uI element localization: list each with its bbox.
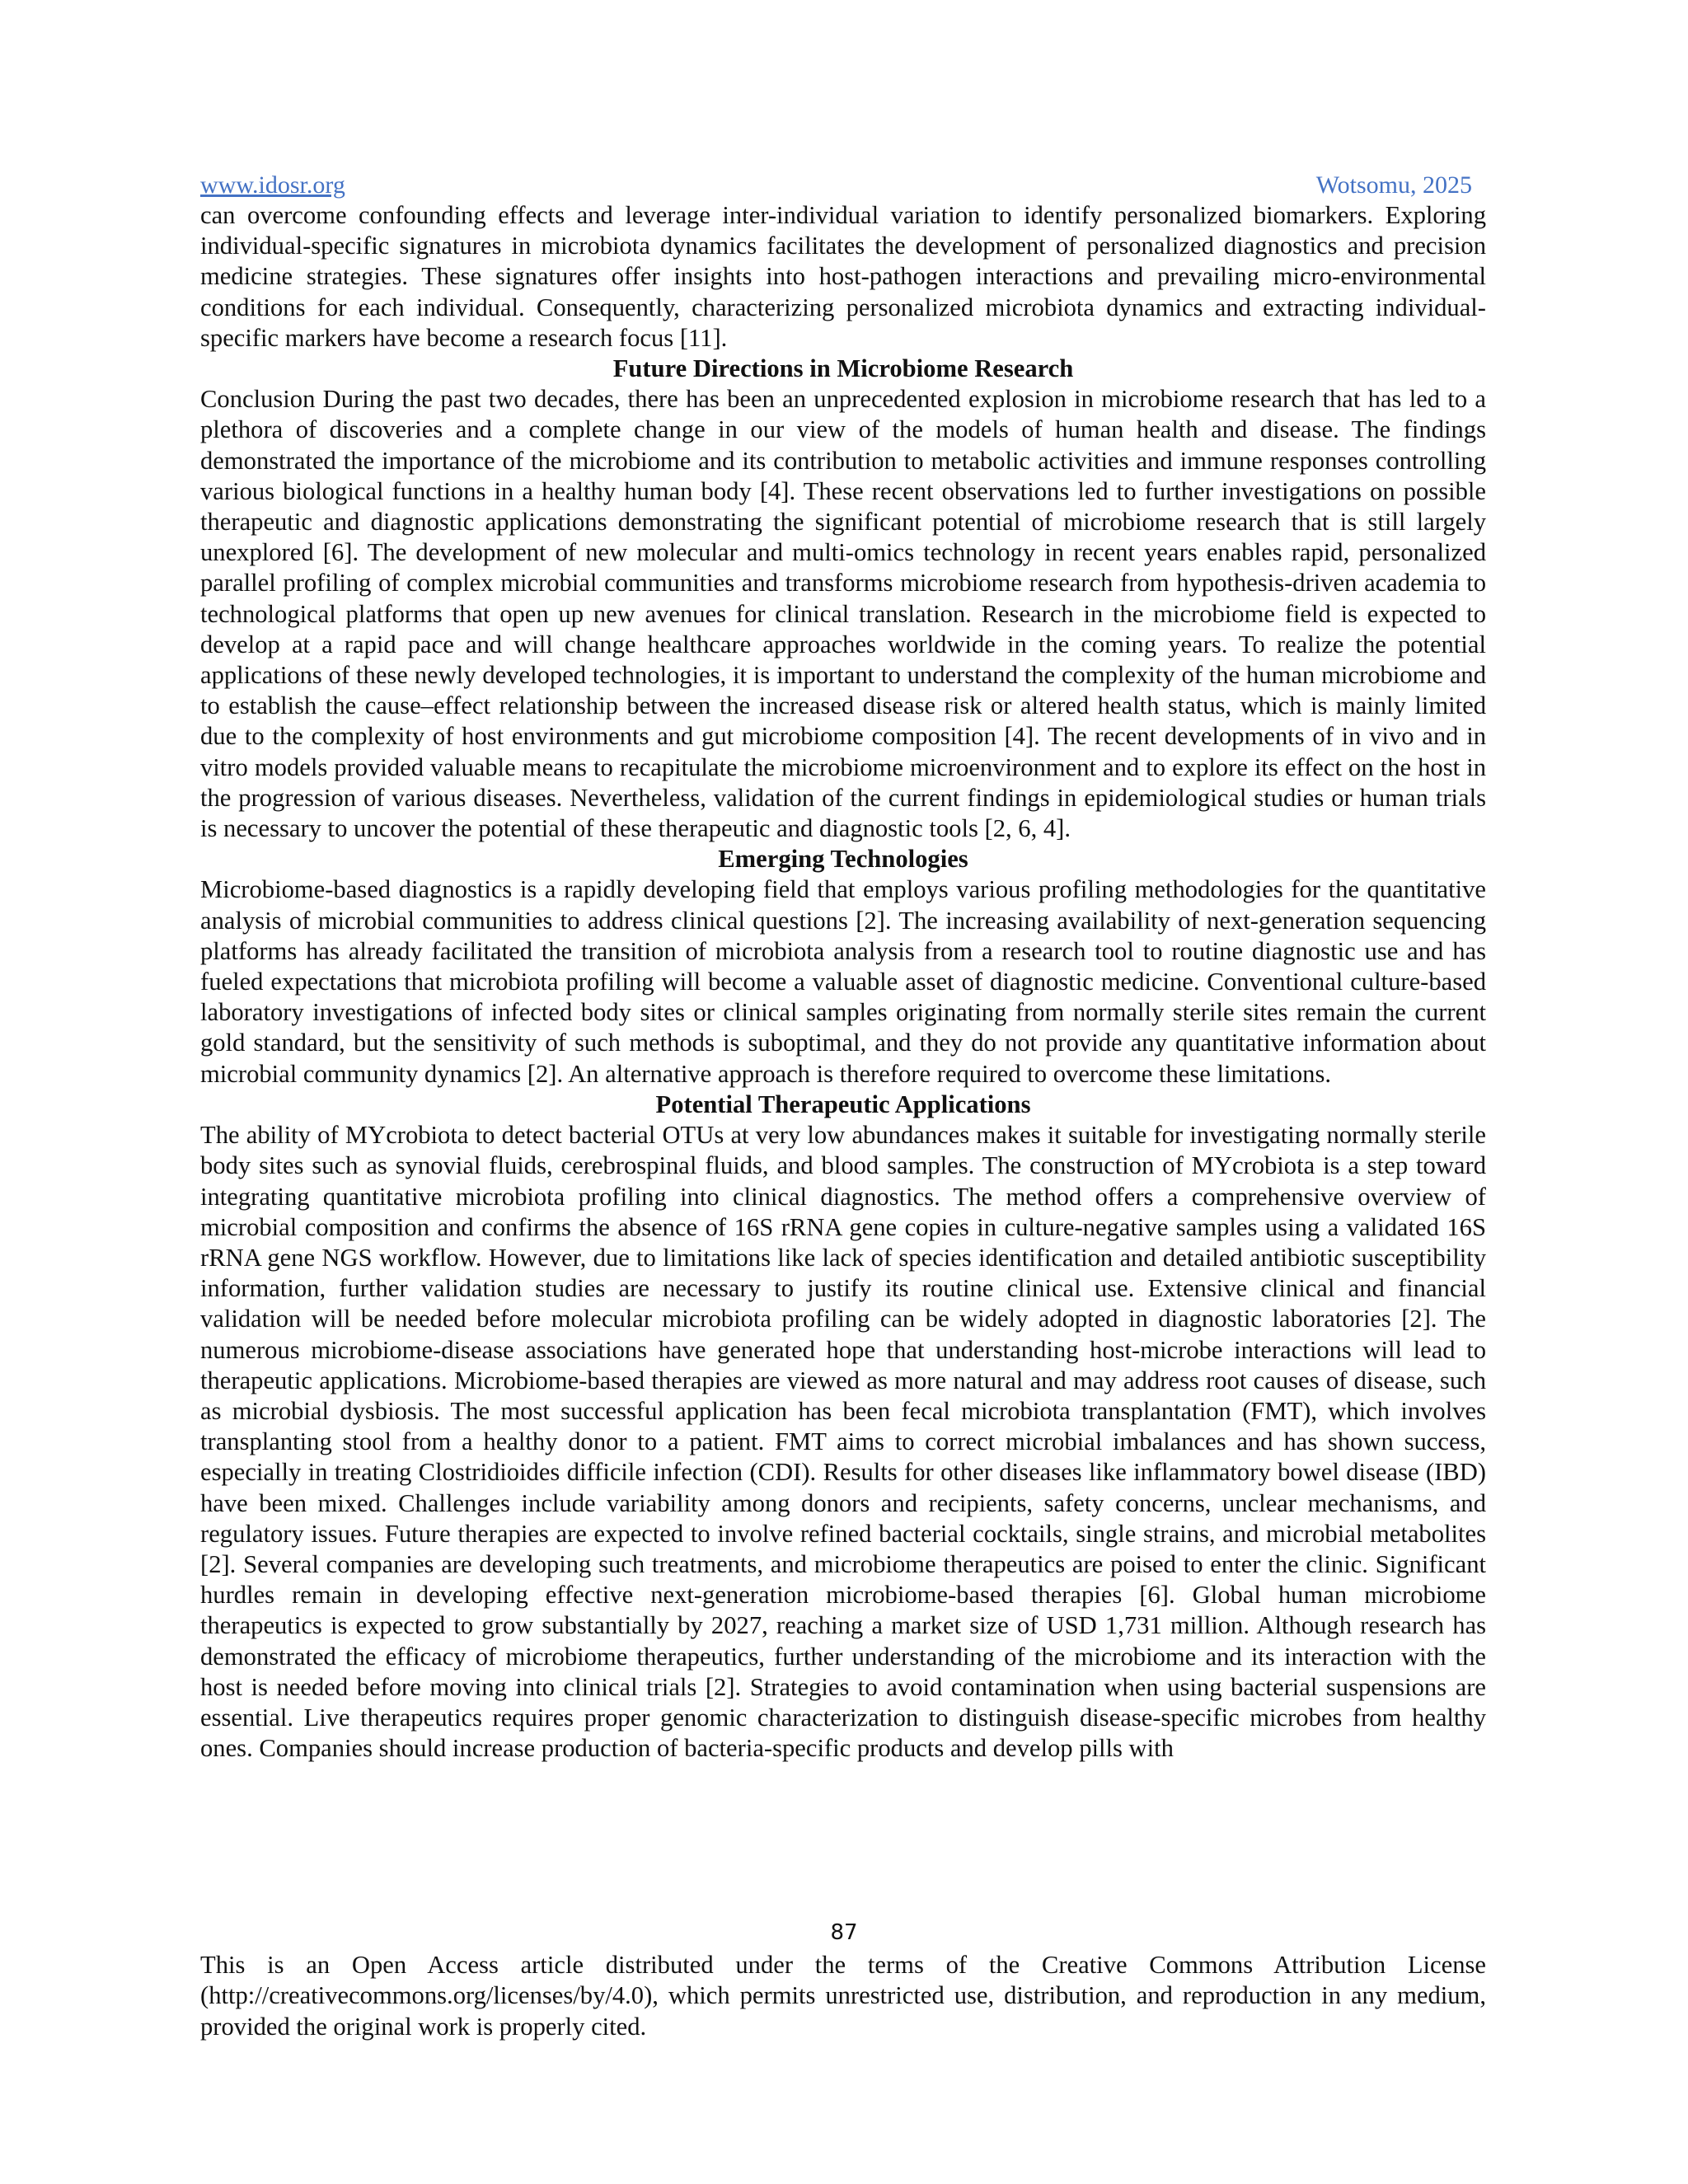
journal-website-link[interactable]: www.idosr.org [200,171,345,199]
license-notice: This is an Open Access article distributed under the terms of the Creative Commons Attribution License (http://creativecommons.org/licenses/by/4.0), which permits unrestricted use, distribution, and reproduction in any medium, provided the original work is properly cited. [200,1951,1486,2041]
heading-future-directions: Future Directions in Microbiome Research [612,354,1074,383]
page-number: 87 [830,1920,858,1945]
paragraph-emerging-technologies: Microbiome-based diagnostics is a rapidly developing field that employs various profiling methodologies for the quantitative analysis of microbial communities to address clinical questions [2]. The increasing availability of next-generation sequencing platforms has already facilitated the transition of microbiota analysis from a research tool to routine diagnostic use and has fueled expectations that microbiota profiling will become a valuable asset of diagnostic medicine. Conventional culture-based laboratory investigations of infected body sites or clinical samples originating from normally sterile sites remain the current gold standard, but the sensitivity of such methods is suboptimal, and they do not provide any quantitative information about microbial community dynamics [2]. An alternative approach is therefore required to overcome these limitations. [200,875,1486,1088]
heading-emerging-technologies: Emerging Technologies [718,845,968,874]
page-content [200,170,1486,1764]
article-body [200,200,1486,1764]
paragraph-intro: can overcome confounding effects and leverage inter-individual variation to identify personalized biomarkers. Exploring individual-specific signatures in microbiota dynamics facilitates the development of personalized diagnostics and precision medicine strategies. These signatures offer insights into host-pathogen interactions and prevailing micro-environmental conditions for each individual. Consequently, characterizing personalized microbiota dynamics and extracting individual-specific markers have become a research focus [11]. [200,201,1486,352]
paragraph-future-directions: Conclusion During the past two decades, there has been an unprecedented explosion in microbiome research that has led to a plethora of discoveries and a complete change in our view of the models of human health and disease. The findings demonstrated the importance of the microbiome and its contribution to metabolic activities and immune responses controlling various biological functions in a healthy human body [4]. These recent observations led to further investigations on possible therapeutic and diagnostic applications demonstrating the significant potential of microbiome research that is still largely unexplored [6]. The development of new molecular and multi-omics technology in recent years enables rapid, personalized parallel profiling of complex microbial communities and transforms microbiome research from hypothesis-driven academia to technological platforms that open up new avenues for clinical translation. Research in the microbiome field is expected to develop at a rapid pace and will change healthcare approaches worldwide in the coming years. To realize the potential applications of these newly developed technologies, it is important to understand the complexity of the human microbiome and to establish the cause–effect relationship between the increased disease risk or altered health status, which is mainly limited due to the complexity of host environments and gut microbiome composition [4]. The recent developments of in vivo and in vitro models provided valuable means to recapitulate the microbiome microenvironment and to explore its effect on the host in the progression of various diseases. Nevertheless, validation of the current findings in epidemiological studies or human trials is necessary to uncover the potential of these therapeutic and diagnostic tools [2, 6, 4]. [200,385,1486,843]
author-year: Wotsomu, 2025 [1315,171,1472,199]
heading-therapeutic-applications: Potential Therapeutic Applications [655,1090,1031,1118]
paragraph-therapeutic-applications: The ability of MYcrobiota to detect bacterial OTUs at very low abundances makes it suitable for investigating normally sterile body sites such as synovial fluids, cerebrospinal fluids, and blood samples. The construction of MYcrobiota is a step toward integrating quantitative microbiota profiling into clinical diagnostics. The method offers a comprehensive overview of microbial composition and confirms the absence of 16S rRNA gene copies in culture-negative samples using a validated 16S rRNA gene NGS workflow. However, due to limitations like lack of species identification and detailed antibiotic susceptibility information, further validation studies are necessary to justify its routine clinical use. Extensive clinical and financial validation will be needed before molecular microbiota profiling can be widely adopted in diagnostic laboratories [2]. The numerous microbiome-disease associations have generated hope that understanding host-microbe interactions will lead to therapeutic applications. Microbiome-based therapies are viewed as more natural and may address root causes of disease, such as microbial dysbiosis. The most successful application has been fecal microbiota transplantation (FMT), which involves transplanting stool from a healthy donor to a patient. FMT aims to correct microbial imbalances and has shown success, especially in treating Clostridioides difficile infection (CDI). Results for other diseases like inflammatory bowel disease (IBD) have been mixed. Challenges include variability among donors and recipients, safety concerns, unclear mechanisms, and regulatory issues. Future therapies are expected to involve refined bacterial cocktails, single strains, and microbial metabolites [2]. Several companies are developing such treatments, and microbiome therapeutics are poised to enter the clinic. Significant hurdles remain in developing effective next-generation microbiome-based therapies [6]. Global human microbiome therapeutics is expected to grow substantially by 2027, reaching a market size of USD 1,731 million. Although research has demonstrated the efficacy of microbiome therapeutics, further understanding of the microbiome and its interaction with the host is needed before moving into clinical trials [2]. Strategies to avoid contamination when using bacterial suspensions are essential. Live therapeutics requires proper genomic characterization to distinguish disease-specific microbes from healthy ones. Companies should increase production of bacteria-specific products and develop pills with [200,1121,1486,1763]
running-header [200,170,1486,200]
